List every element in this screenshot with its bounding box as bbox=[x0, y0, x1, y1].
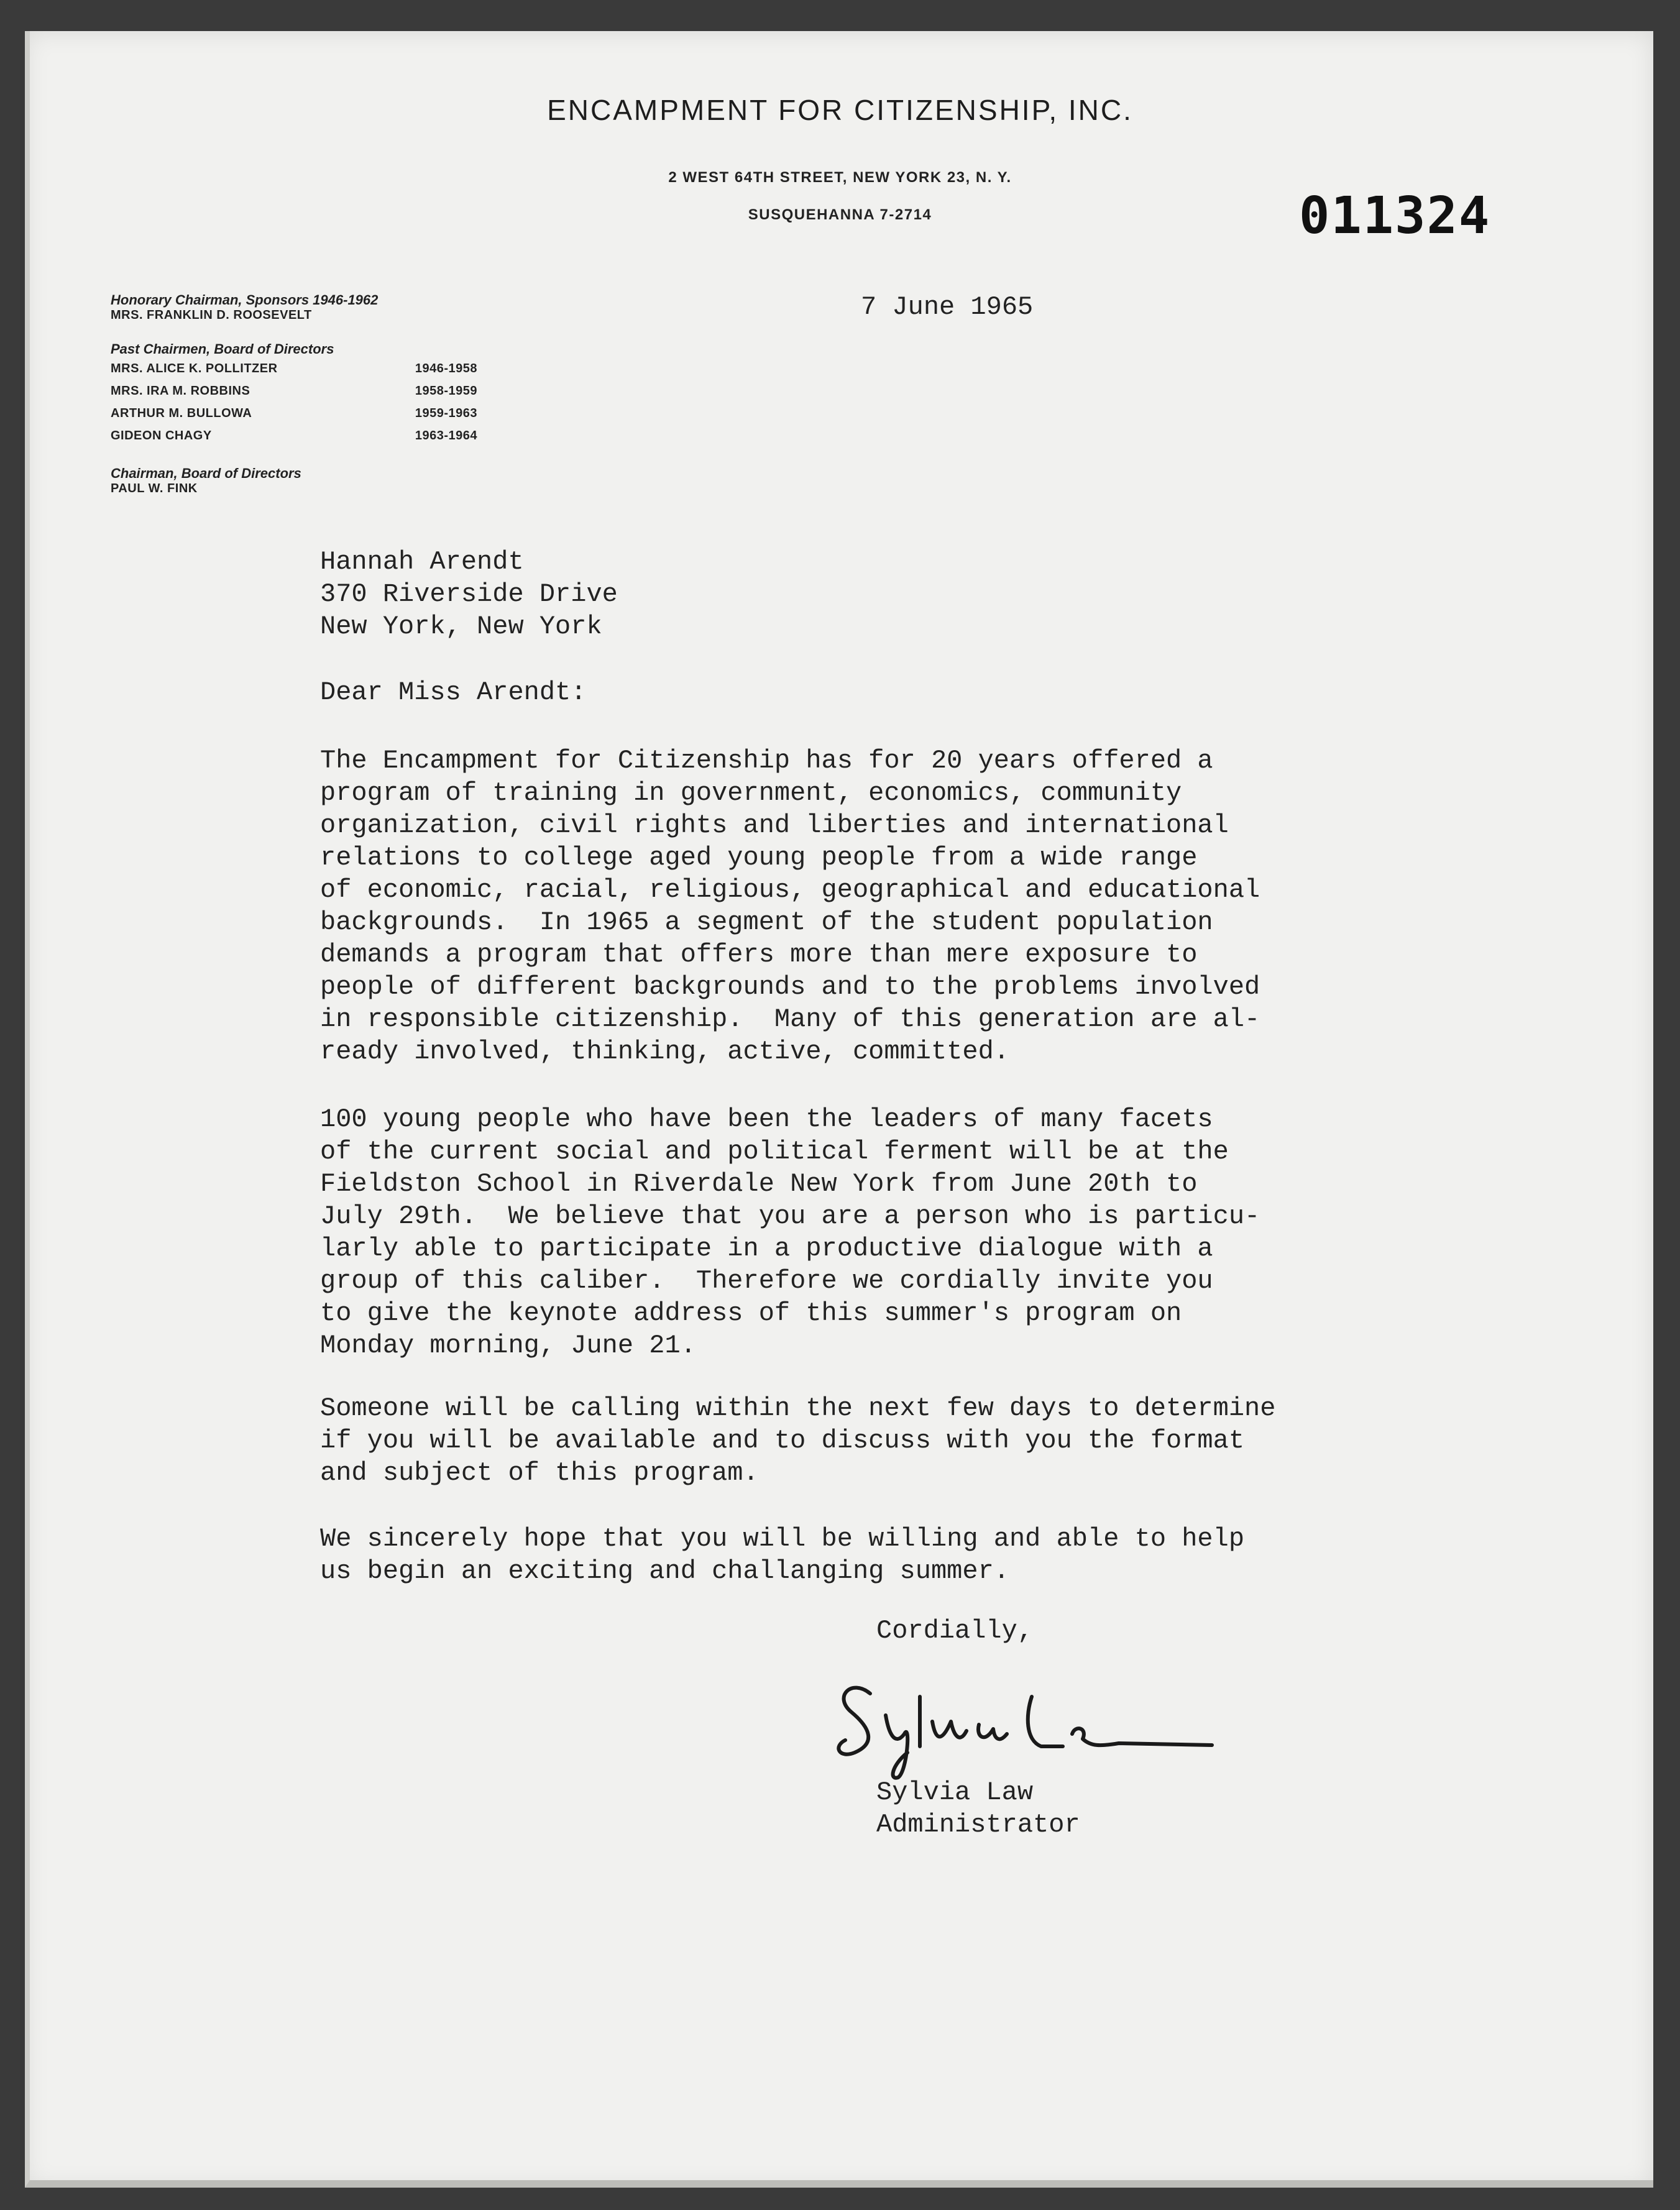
past-chairman-years: 1958-1959 bbox=[415, 384, 477, 398]
letterhead-organization: ENCAMPMENT FOR CITIZENSHIP, INC. bbox=[547, 94, 1133, 126]
paragraph-1: The Encampment for Citizenship has for 20 years offered a program of training in government, economics, community organization, civil rights and liberties and international relations to college aged young people from a wide range of economic, racial, religious, geographical and educational backgrounds. In 1965 a segment of the student population demands a program that offers more than mere exposure to people of different backgrounds and to the problems involved in responsible citizenship. Many of this generation are al- ready involved, thinking, active, committed. bbox=[320, 746, 1260, 1066]
signer-name: Sylvia Law bbox=[876, 1777, 1034, 1807]
letterhead-phone: SUSQUEHANNA 7-2714 bbox=[748, 206, 932, 223]
past-chairman-row bbox=[111, 357, 477, 380]
recipient-name: Hannah Arendt bbox=[320, 547, 524, 577]
past-chairman-years: 1959-1963 bbox=[415, 406, 477, 420]
past-chairmen-heading: Past Chairmen, Board of Directors bbox=[111, 341, 334, 357]
chairman-heading: Chairman, Board of Directors bbox=[111, 465, 301, 481]
chairman-block bbox=[111, 465, 477, 496]
chairman-name: PAUL W. FINK bbox=[111, 482, 198, 495]
salutation: Dear Miss Arendt: bbox=[320, 677, 587, 707]
past-chairmen-block bbox=[111, 341, 477, 447]
past-chairman-row bbox=[111, 424, 477, 447]
signer-title: Administrator bbox=[876, 1810, 1080, 1840]
document-number: 011324 bbox=[1299, 186, 1491, 245]
paragraph-4: We sincerely hope that you will be willing and able to help us begin an exciting and challanging summer. bbox=[320, 1524, 1245, 1586]
signer-block bbox=[876, 1776, 1080, 1841]
recipient-street: 370 Riverside Drive bbox=[320, 579, 618, 609]
closing: Cordially, bbox=[876, 1616, 1034, 1646]
honorary-name: MRS. FRANKLIN D. ROOSEVELT bbox=[111, 308, 312, 322]
past-chairman-years: 1963-1964 bbox=[415, 429, 477, 442]
paragraph-2: 100 young people who have been the leaders of many facets of the current social and political ferment will be at the Fieldston School in Riverdale New York from June 20th to July 29th. We believe that you are a person who is particu- larly able to participate in a productive dialogue with a group of this caliber. Therefore we cordially invite you to give the keynote address of this summer's program on Monday morning, June 21. bbox=[320, 1104, 1260, 1360]
past-chairman-name: ARTHUR M. BULLOWA bbox=[111, 406, 252, 420]
honorary-block bbox=[111, 292, 477, 323]
honorary-heading: Honorary Chairman, Sponsors 1946-1962 bbox=[111, 292, 379, 308]
letterhead-address: 2 WEST 64TH STREET, NEW YORK 23, N. Y. bbox=[668, 169, 1012, 186]
past-chairman-row bbox=[111, 402, 477, 424]
past-chairman-row bbox=[111, 380, 477, 402]
past-chairman-name: GIDEON CHAGY bbox=[111, 429, 212, 442]
letterhead-sidebar bbox=[111, 292, 477, 515]
past-chairman-name: MRS. IRA M. ROBBINS bbox=[111, 384, 250, 398]
recipient-city: New York, New York bbox=[320, 612, 602, 641]
recipient-address bbox=[320, 546, 1439, 643]
past-chairman-years: 1946-1958 bbox=[415, 362, 477, 375]
paragraph-3: Someone will be calling within the next few days to determine if you will be available and to discuss with you the format and subject of this program. bbox=[320, 1393, 1276, 1488]
letter-date: 7 June 1965 bbox=[861, 292, 1034, 322]
handwritten-signature bbox=[827, 1659, 1231, 1784]
past-chairman-name: MRS. ALICE K. POLLITZER bbox=[111, 362, 278, 375]
